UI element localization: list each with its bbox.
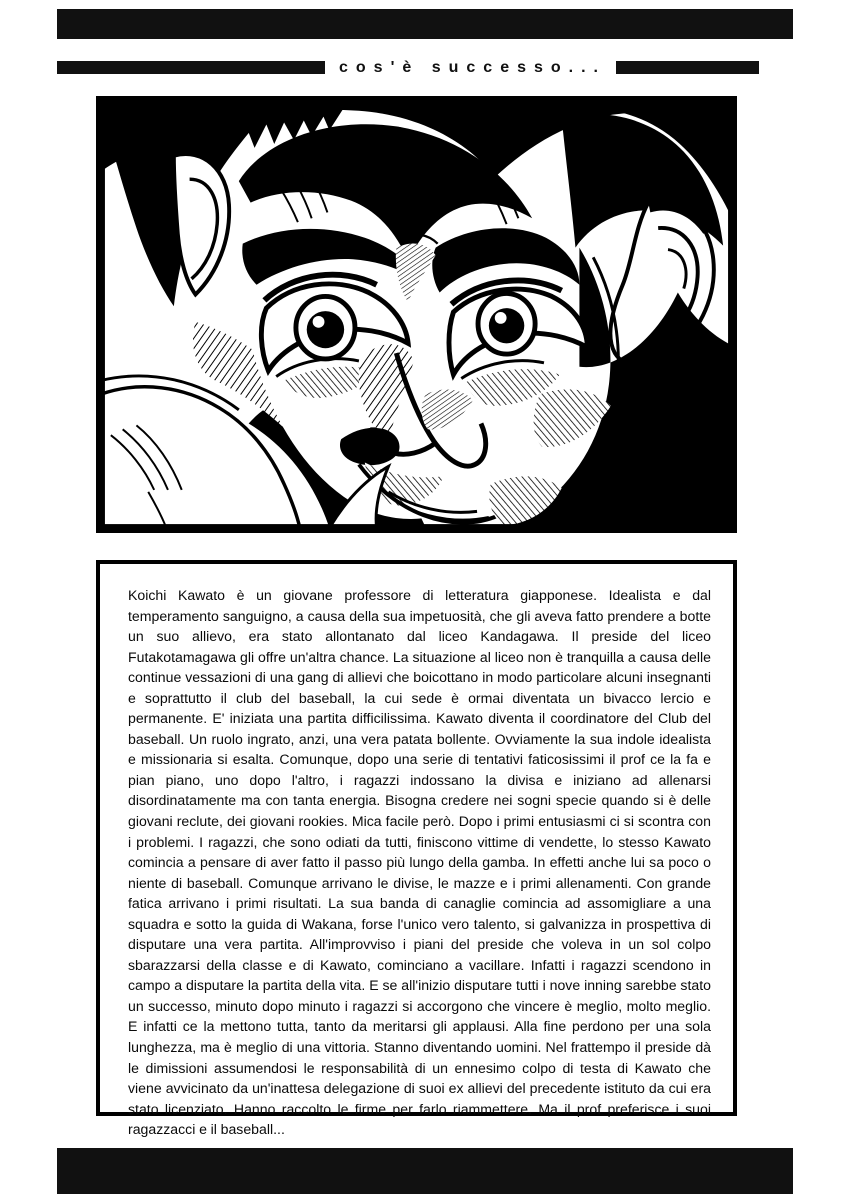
synopsis-panel (96, 560, 737, 1138)
page-title: cos'è successo... (339, 59, 606, 76)
page-title-row (57, 53, 793, 81)
title-rule-right (616, 61, 759, 74)
synopsis-text: Koichi Kawato è un giovane professore di letteratura giapponese. Idealista e dal temperamento sanguigno, a causa della sua impetuosità, che gli aveva fatto prendere a botte un suo allievo, era stato allontanato dal liceo Kandagawa. Il preside del liceo Futakotamagawa gli offre un'altra chance. La situazione al liceo non è tranquilla a causa delle continue vessazioni di una gang di allievi che boicottano in modo particolare alcuni insegnanti e soprattutto il club del baseball, la cui sede è ormai diventata un bivacco lercio e permanente. E' iniziata una partita difficilissima. Kawato diventa il coordinatore del Club del baseball. Un ruolo ingrato, anzi, una vera patata bollente. Ovviamente la sua indole idealista e missionaria si esalta. Comunque, dopo una serie di tentativi faticosissimi il prof ce la fa e pian piano, uno dopo l'altro, i ragazzi indossano la divisa e iniziano ad allenarsi disordinatamente ma con tanta energia. Bisogna credere nei sogni specie quando si è delle giovani reclute, dei giovani rookies. Mica facile però. Dopo i primi entusiasmi ci si scontra con i problemi. I ragazzi, che sono odiati da tutti, finiscono vittime di vendette, lo stesso Kawato comincia a pensare di aver fatto il passo più lungo della gamba. In effetti anche lui sa poco o niente di baseball. Comunque arrivano le divise, le mazze e i primi allenamenti. Con grande fatica arrivano i primi risultati. La sua banda di canaglie comincia ad assomigliare a una squadra e sotto la guida di Wakana, forse l'unico vero talento, si galvanizza in prospettiva di disputare una vera partita. All'improvviso i piani del preside che voleva in un sol colpo sbarazzarsi della classe e di Kawato, cominciano a vacillare. Infatti i ragazzi scendono in campo a disputare la partita della vita. E se all'inizio disputare tutti i nove inning sarebbe stato un successo, minuto dopo minuto i ragazzi si accorgono che vincere è meglio, molto meglio. E infatti ce la mettono tutta, tanto da meritarsi gli applausi. Alla fine perdono per una sola lunghezza, ma è meglio di una vittoria. Stanno diventando uomini. Nel frattempo il preside dà le dimissioni assumendosi le responsabilità di un ennesimo colpo di testa di Kawato che viene avvicinato da un'inattesa delegazione di suoi ex allievi del precedente istituto da cui era stato licenziato. Hanno raccolto le firme per farlo riammettere. Ma il prof preferisce i suoi ragazzacci e il baseball... (128, 587, 711, 1138)
portrait-illustration (101, 101, 732, 528)
title-rule-left (57, 61, 325, 74)
top-decorative-bar (57, 9, 793, 39)
illustration-panel (96, 96, 737, 533)
bottom-decorative-bar (57, 1148, 793, 1194)
